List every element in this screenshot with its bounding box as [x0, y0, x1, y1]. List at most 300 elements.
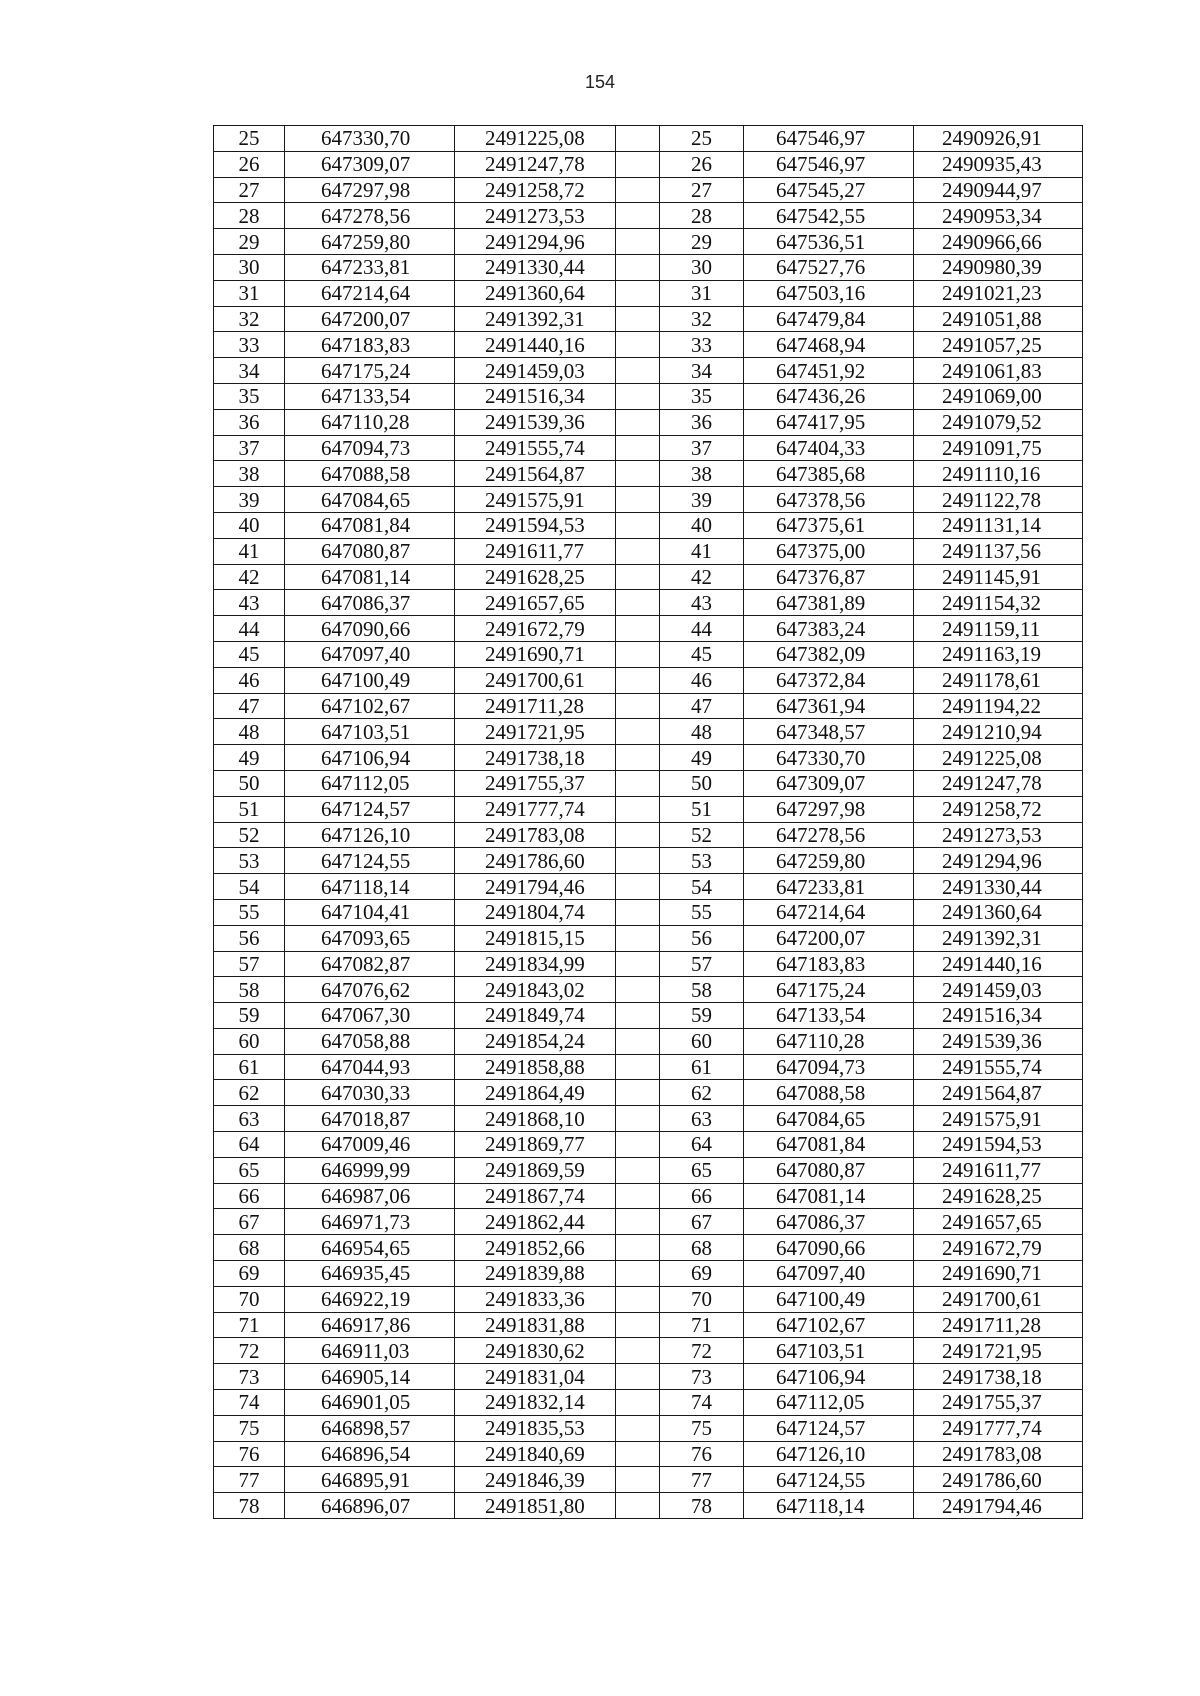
point-number-right: 78 — [660, 1493, 744, 1519]
y-coordinate-left: 2491869,59 — [455, 1157, 616, 1183]
spacer-cell — [616, 1235, 660, 1261]
y-coordinate-right: 2491783,08 — [914, 1441, 1083, 1467]
point-number-left: 66 — [214, 1183, 285, 1209]
point-number-right: 62 — [660, 1080, 744, 1106]
point-number-left: 65 — [214, 1157, 285, 1183]
x-coordinate-right: 647080,87 — [744, 1157, 914, 1183]
x-coordinate-left: 647124,57 — [285, 796, 455, 822]
y-coordinate-right: 2491021,23 — [914, 280, 1083, 306]
spacer-cell — [616, 409, 660, 435]
spacer-cell — [616, 745, 660, 771]
spacer-cell — [616, 435, 660, 461]
table-row — [214, 874, 1083, 900]
point-number-left: 44 — [214, 616, 285, 642]
y-coordinate-left: 2491786,60 — [455, 848, 616, 874]
y-coordinate-left: 2491832,14 — [455, 1390, 616, 1416]
y-coordinate-left: 2491690,71 — [455, 641, 616, 667]
y-coordinate-left: 2491854,24 — [455, 1028, 616, 1054]
spacer-cell — [616, 1364, 660, 1390]
table-row — [214, 1132, 1083, 1158]
spacer-cell — [616, 796, 660, 822]
spacer-cell — [616, 383, 660, 409]
table-row — [214, 538, 1083, 564]
x-coordinate-left: 646905,14 — [285, 1364, 455, 1390]
point-number-right: 26 — [660, 151, 744, 177]
point-number-right: 27 — [660, 177, 744, 203]
y-coordinate-right: 2491163,19 — [914, 641, 1083, 667]
y-coordinate-right: 2491360,64 — [914, 899, 1083, 925]
x-coordinate-right: 647376,87 — [744, 564, 914, 590]
spacer-cell — [616, 616, 660, 642]
spacer-cell — [616, 126, 660, 152]
x-coordinate-right: 647183,83 — [744, 951, 914, 977]
x-coordinate-left: 647175,24 — [285, 358, 455, 384]
table-row — [214, 667, 1083, 693]
point-number-right: 60 — [660, 1028, 744, 1054]
y-coordinate-left: 2491711,28 — [455, 693, 616, 719]
spacer-cell — [616, 1415, 660, 1441]
point-number-right: 50 — [660, 770, 744, 796]
x-coordinate-right: 647103,51 — [744, 1338, 914, 1364]
table-row — [214, 564, 1083, 590]
x-coordinate-left: 647093,65 — [285, 925, 455, 951]
y-coordinate-left: 2491672,79 — [455, 616, 616, 642]
point-number-left: 69 — [214, 1261, 285, 1287]
x-coordinate-right: 647086,37 — [744, 1209, 914, 1235]
x-coordinate-left: 647233,81 — [285, 254, 455, 280]
point-number-left: 42 — [214, 564, 285, 590]
y-coordinate-right: 2491225,08 — [914, 745, 1083, 771]
y-coordinate-left: 2491831,88 — [455, 1312, 616, 1338]
table-row — [214, 126, 1083, 152]
point-number-left: 25 — [214, 126, 285, 152]
y-coordinate-right: 2491700,61 — [914, 1286, 1083, 1312]
x-coordinate-left: 647183,83 — [285, 332, 455, 358]
x-coordinate-left: 646901,05 — [285, 1390, 455, 1416]
y-coordinate-right: 2491611,77 — [914, 1157, 1083, 1183]
spacer-cell — [616, 951, 660, 977]
table-row — [214, 1364, 1083, 1390]
y-coordinate-right: 2490953,34 — [914, 203, 1083, 229]
spacer-cell — [616, 229, 660, 255]
y-coordinate-left: 2491869,77 — [455, 1132, 616, 1158]
x-coordinate-left: 647100,49 — [285, 667, 455, 693]
point-number-right: 30 — [660, 254, 744, 280]
table-row — [214, 925, 1083, 951]
x-coordinate-left: 646987,06 — [285, 1183, 455, 1209]
point-number-left: 64 — [214, 1132, 285, 1158]
x-coordinate-right: 647361,94 — [744, 693, 914, 719]
y-coordinate-left: 2491835,53 — [455, 1415, 616, 1441]
x-coordinate-right: 647090,66 — [744, 1235, 914, 1261]
point-number-right: 42 — [660, 564, 744, 590]
x-coordinate-left: 647124,55 — [285, 848, 455, 874]
x-coordinate-left: 647030,33 — [285, 1080, 455, 1106]
table-row — [214, 151, 1083, 177]
x-coordinate-right: 647381,89 — [744, 590, 914, 616]
spacer-cell — [616, 1157, 660, 1183]
spacer-cell — [616, 1286, 660, 1312]
spacer-cell — [616, 280, 660, 306]
spacer-cell — [616, 590, 660, 616]
x-coordinate-left: 647200,07 — [285, 306, 455, 332]
spacer-cell — [616, 822, 660, 848]
spacer-cell — [616, 1209, 660, 1235]
y-coordinate-left: 2491852,66 — [455, 1235, 616, 1261]
point-number-right: 74 — [660, 1390, 744, 1416]
spacer-cell — [616, 1261, 660, 1287]
y-coordinate-right: 2491057,25 — [914, 332, 1083, 358]
spacer-cell — [616, 1054, 660, 1080]
x-coordinate-left: 646922,19 — [285, 1286, 455, 1312]
y-coordinate-right: 2491392,31 — [914, 925, 1083, 951]
spacer-cell — [616, 1028, 660, 1054]
y-coordinate-left: 2491783,08 — [455, 822, 616, 848]
table-row — [214, 899, 1083, 925]
point-number-right: 72 — [660, 1338, 744, 1364]
y-coordinate-left: 2491700,61 — [455, 667, 616, 693]
table-row — [214, 435, 1083, 461]
point-number-right: 49 — [660, 745, 744, 771]
point-number-left: 71 — [214, 1312, 285, 1338]
point-number-right: 57 — [660, 951, 744, 977]
point-number-left: 37 — [214, 435, 285, 461]
point-number-right: 53 — [660, 848, 744, 874]
x-coordinate-right: 647385,68 — [744, 461, 914, 487]
point-number-left: 43 — [214, 590, 285, 616]
point-number-left: 33 — [214, 332, 285, 358]
x-coordinate-left: 646971,73 — [285, 1209, 455, 1235]
spacer-cell — [616, 874, 660, 900]
x-coordinate-right: 647546,97 — [744, 151, 914, 177]
point-number-left: 54 — [214, 874, 285, 900]
spacer-cell — [616, 1080, 660, 1106]
table-row — [214, 229, 1083, 255]
y-coordinate-left: 2491858,88 — [455, 1054, 616, 1080]
x-coordinate-right: 647097,40 — [744, 1261, 914, 1287]
x-coordinate-left: 646911,03 — [285, 1338, 455, 1364]
table-row — [214, 641, 1083, 667]
table-row — [214, 719, 1083, 745]
point-number-left: 61 — [214, 1054, 285, 1080]
x-coordinate-right: 647468,94 — [744, 332, 914, 358]
y-coordinate-right: 2491516,34 — [914, 1003, 1083, 1029]
y-coordinate-left: 2491777,74 — [455, 796, 616, 822]
point-number-left: 52 — [214, 822, 285, 848]
x-coordinate-right: 647348,57 — [744, 719, 914, 745]
x-coordinate-left: 647297,98 — [285, 177, 455, 203]
x-coordinate-left: 647102,67 — [285, 693, 455, 719]
x-coordinate-left: 647082,87 — [285, 951, 455, 977]
table-row — [214, 770, 1083, 796]
y-coordinate-left: 2491840,69 — [455, 1441, 616, 1467]
table-row — [214, 383, 1083, 409]
point-number-right: 46 — [660, 667, 744, 693]
x-coordinate-left: 646954,65 — [285, 1235, 455, 1261]
y-coordinate-right: 2491137,56 — [914, 538, 1083, 564]
point-number-left: 48 — [214, 719, 285, 745]
point-number-right: 66 — [660, 1183, 744, 1209]
y-coordinate-right: 2491154,32 — [914, 590, 1083, 616]
table-row — [214, 332, 1083, 358]
y-coordinate-right: 2490935,43 — [914, 151, 1083, 177]
table-row — [214, 1003, 1083, 1029]
table-row — [214, 306, 1083, 332]
y-coordinate-left: 2491846,39 — [455, 1467, 616, 1493]
spacer-cell — [616, 487, 660, 513]
x-coordinate-left: 646896,54 — [285, 1441, 455, 1467]
point-number-left: 35 — [214, 383, 285, 409]
point-number-left: 46 — [214, 667, 285, 693]
y-coordinate-right: 2490944,97 — [914, 177, 1083, 203]
table-row — [214, 848, 1083, 874]
table-row — [214, 796, 1083, 822]
table-row — [214, 1261, 1083, 1287]
point-number-left: 49 — [214, 745, 285, 771]
x-coordinate-right: 647436,26 — [744, 383, 914, 409]
y-coordinate-right: 2490980,39 — [914, 254, 1083, 280]
point-number-right: 69 — [660, 1261, 744, 1287]
x-coordinate-left: 647067,30 — [285, 1003, 455, 1029]
y-coordinate-left: 2491330,44 — [455, 254, 616, 280]
page-number: 154 — [584, 72, 616, 92]
point-number-right: 25 — [660, 126, 744, 152]
point-number-left: 36 — [214, 409, 285, 435]
point-number-right: 41 — [660, 538, 744, 564]
y-coordinate-left: 2491611,77 — [455, 538, 616, 564]
point-number-left: 30 — [214, 254, 285, 280]
y-coordinate-left: 2491294,96 — [455, 229, 616, 255]
point-number-right: 37 — [660, 435, 744, 461]
spacer-cell — [616, 1338, 660, 1364]
x-coordinate-right: 647309,07 — [744, 770, 914, 796]
x-coordinate-left: 647104,41 — [285, 899, 455, 925]
point-number-right: 77 — [660, 1467, 744, 1493]
x-coordinate-left: 647133,54 — [285, 383, 455, 409]
y-coordinate-left: 2491360,64 — [455, 280, 616, 306]
point-number-left: 39 — [214, 487, 285, 513]
x-coordinate-right: 647133,54 — [744, 1003, 914, 1029]
point-number-right: 63 — [660, 1106, 744, 1132]
point-number-right: 34 — [660, 358, 744, 384]
table-row — [214, 1390, 1083, 1416]
x-coordinate-left: 647110,28 — [285, 409, 455, 435]
table-row — [214, 203, 1083, 229]
spacer-cell — [616, 1441, 660, 1467]
x-coordinate-left: 647044,93 — [285, 1054, 455, 1080]
table-row — [214, 616, 1083, 642]
point-number-right: 67 — [660, 1209, 744, 1235]
point-number-left: 38 — [214, 461, 285, 487]
y-coordinate-left: 2491804,74 — [455, 899, 616, 925]
spacer-cell — [616, 1390, 660, 1416]
spacer-cell — [616, 925, 660, 951]
x-coordinate-right: 647375,00 — [744, 538, 914, 564]
y-coordinate-left: 2491225,08 — [455, 126, 616, 152]
y-coordinate-right: 2490966,66 — [914, 229, 1083, 255]
x-coordinate-left: 647259,80 — [285, 229, 455, 255]
y-coordinate-left: 2491839,88 — [455, 1261, 616, 1287]
spacer-cell — [616, 1493, 660, 1519]
x-coordinate-left: 647214,64 — [285, 280, 455, 306]
y-coordinate-left: 2491862,44 — [455, 1209, 616, 1235]
spacer-cell — [616, 1467, 660, 1493]
point-number-left: 55 — [214, 899, 285, 925]
point-number-left: 40 — [214, 512, 285, 538]
table-row — [214, 1157, 1083, 1183]
x-coordinate-right: 647536,51 — [744, 229, 914, 255]
y-coordinate-left: 2491657,65 — [455, 590, 616, 616]
point-number-right: 40 — [660, 512, 744, 538]
spacer-cell — [616, 177, 660, 203]
point-number-right: 58 — [660, 977, 744, 1003]
x-coordinate-right: 647102,67 — [744, 1312, 914, 1338]
x-coordinate-left: 647018,87 — [285, 1106, 455, 1132]
y-coordinate-right: 2491145,91 — [914, 564, 1083, 590]
x-coordinate-right: 647081,84 — [744, 1132, 914, 1158]
point-number-left: 26 — [214, 151, 285, 177]
table-row — [214, 745, 1083, 771]
x-coordinate-left: 647084,65 — [285, 487, 455, 513]
point-number-left: 72 — [214, 1338, 285, 1364]
y-coordinate-right: 2491131,14 — [914, 512, 1083, 538]
table-row — [214, 1312, 1083, 1338]
table-row — [214, 280, 1083, 306]
spacer-cell — [616, 461, 660, 487]
table-row — [214, 1235, 1083, 1261]
spacer-cell — [616, 358, 660, 384]
x-coordinate-left: 647081,84 — [285, 512, 455, 538]
point-number-right: 68 — [660, 1235, 744, 1261]
point-number-left: 62 — [214, 1080, 285, 1106]
point-number-right: 35 — [660, 383, 744, 409]
y-coordinate-left: 2491555,74 — [455, 435, 616, 461]
x-coordinate-right: 647118,14 — [744, 1493, 914, 1519]
point-number-right: 55 — [660, 899, 744, 925]
coordinates-table — [213, 125, 1083, 1519]
y-coordinate-right: 2491575,91 — [914, 1106, 1083, 1132]
x-coordinate-right: 647372,84 — [744, 667, 914, 693]
x-coordinate-left: 647278,56 — [285, 203, 455, 229]
x-coordinate-left: 647097,40 — [285, 641, 455, 667]
spacer-cell — [616, 1132, 660, 1158]
x-coordinate-right: 647527,76 — [744, 254, 914, 280]
point-number-right: 64 — [660, 1132, 744, 1158]
table-row — [214, 1054, 1083, 1080]
table-row — [214, 487, 1083, 513]
y-coordinate-left: 2491843,02 — [455, 977, 616, 1003]
table-row — [214, 1080, 1083, 1106]
point-number-right: 75 — [660, 1415, 744, 1441]
x-coordinate-right: 647375,61 — [744, 512, 914, 538]
x-coordinate-right: 647546,97 — [744, 126, 914, 152]
point-number-right: 59 — [660, 1003, 744, 1029]
y-coordinate-left: 2491258,72 — [455, 177, 616, 203]
point-number-left: 29 — [214, 229, 285, 255]
point-number-left: 74 — [214, 1390, 285, 1416]
y-coordinate-right: 2491194,22 — [914, 693, 1083, 719]
y-coordinate-right: 2491690,71 — [914, 1261, 1083, 1287]
point-number-right: 45 — [660, 641, 744, 667]
x-coordinate-left: 647009,46 — [285, 1132, 455, 1158]
table-row — [214, 590, 1083, 616]
table-row — [214, 1286, 1083, 1312]
x-coordinate-left: 647086,37 — [285, 590, 455, 616]
x-coordinate-right: 647233,81 — [744, 874, 914, 900]
x-coordinate-left: 647076,62 — [285, 977, 455, 1003]
y-coordinate-right: 2491777,74 — [914, 1415, 1083, 1441]
point-number-right: 44 — [660, 616, 744, 642]
x-coordinate-right: 647378,56 — [744, 487, 914, 513]
point-number-left: 68 — [214, 1235, 285, 1261]
point-number-left: 47 — [214, 693, 285, 719]
y-coordinate-left: 2491851,80 — [455, 1493, 616, 1519]
table-row — [214, 951, 1083, 977]
point-number-left: 34 — [214, 358, 285, 384]
spacer-cell — [616, 203, 660, 229]
x-coordinate-right: 647200,07 — [744, 925, 914, 951]
x-coordinate-right: 647112,05 — [744, 1390, 914, 1416]
y-coordinate-right: 2491657,65 — [914, 1209, 1083, 1235]
y-coordinate-right: 2491159,11 — [914, 616, 1083, 642]
spacer-cell — [616, 151, 660, 177]
point-number-left: 78 — [214, 1493, 285, 1519]
point-number-right: 70 — [660, 1286, 744, 1312]
table-body — [214, 126, 1083, 1519]
table-row — [214, 822, 1083, 848]
x-coordinate-left: 647106,94 — [285, 745, 455, 771]
point-number-right: 73 — [660, 1364, 744, 1390]
y-coordinate-left: 2491867,74 — [455, 1183, 616, 1209]
point-number-left: 57 — [214, 951, 285, 977]
point-number-left: 27 — [214, 177, 285, 203]
table-row — [214, 461, 1083, 487]
y-coordinate-right: 2491555,74 — [914, 1054, 1083, 1080]
x-coordinate-right: 647382,09 — [744, 641, 914, 667]
point-number-right: 61 — [660, 1054, 744, 1080]
spacer-cell — [616, 1106, 660, 1132]
point-number-left: 41 — [214, 538, 285, 564]
y-coordinate-right: 2491178,61 — [914, 667, 1083, 693]
point-number-right: 76 — [660, 1441, 744, 1467]
table-row — [214, 1467, 1083, 1493]
point-number-right: 47 — [660, 693, 744, 719]
y-coordinate-left: 2491738,18 — [455, 745, 616, 771]
y-coordinate-left: 2491794,46 — [455, 874, 616, 900]
point-number-left: 32 — [214, 306, 285, 332]
x-coordinate-left: 647103,51 — [285, 719, 455, 745]
y-coordinate-left: 2491594,53 — [455, 512, 616, 538]
x-coordinate-left: 646999,99 — [285, 1157, 455, 1183]
y-coordinate-right: 2491210,94 — [914, 719, 1083, 745]
x-coordinate-left: 646917,86 — [285, 1312, 455, 1338]
y-coordinate-right: 2491051,88 — [914, 306, 1083, 332]
y-coordinate-right: 2491247,78 — [914, 770, 1083, 796]
y-coordinate-right: 2491539,36 — [914, 1028, 1083, 1054]
x-coordinate-right: 647100,49 — [744, 1286, 914, 1312]
y-coordinate-right: 2491061,83 — [914, 358, 1083, 384]
y-coordinate-left: 2491273,53 — [455, 203, 616, 229]
y-coordinate-right: 2491711,28 — [914, 1312, 1083, 1338]
point-number-right: 29 — [660, 229, 744, 255]
point-number-left: 31 — [214, 280, 285, 306]
x-coordinate-right: 647297,98 — [744, 796, 914, 822]
x-coordinate-left: 647081,14 — [285, 564, 455, 590]
x-coordinate-right: 647088,58 — [744, 1080, 914, 1106]
x-coordinate-left: 647094,73 — [285, 435, 455, 461]
point-number-left: 45 — [214, 641, 285, 667]
y-coordinate-right: 2491628,25 — [914, 1183, 1083, 1209]
